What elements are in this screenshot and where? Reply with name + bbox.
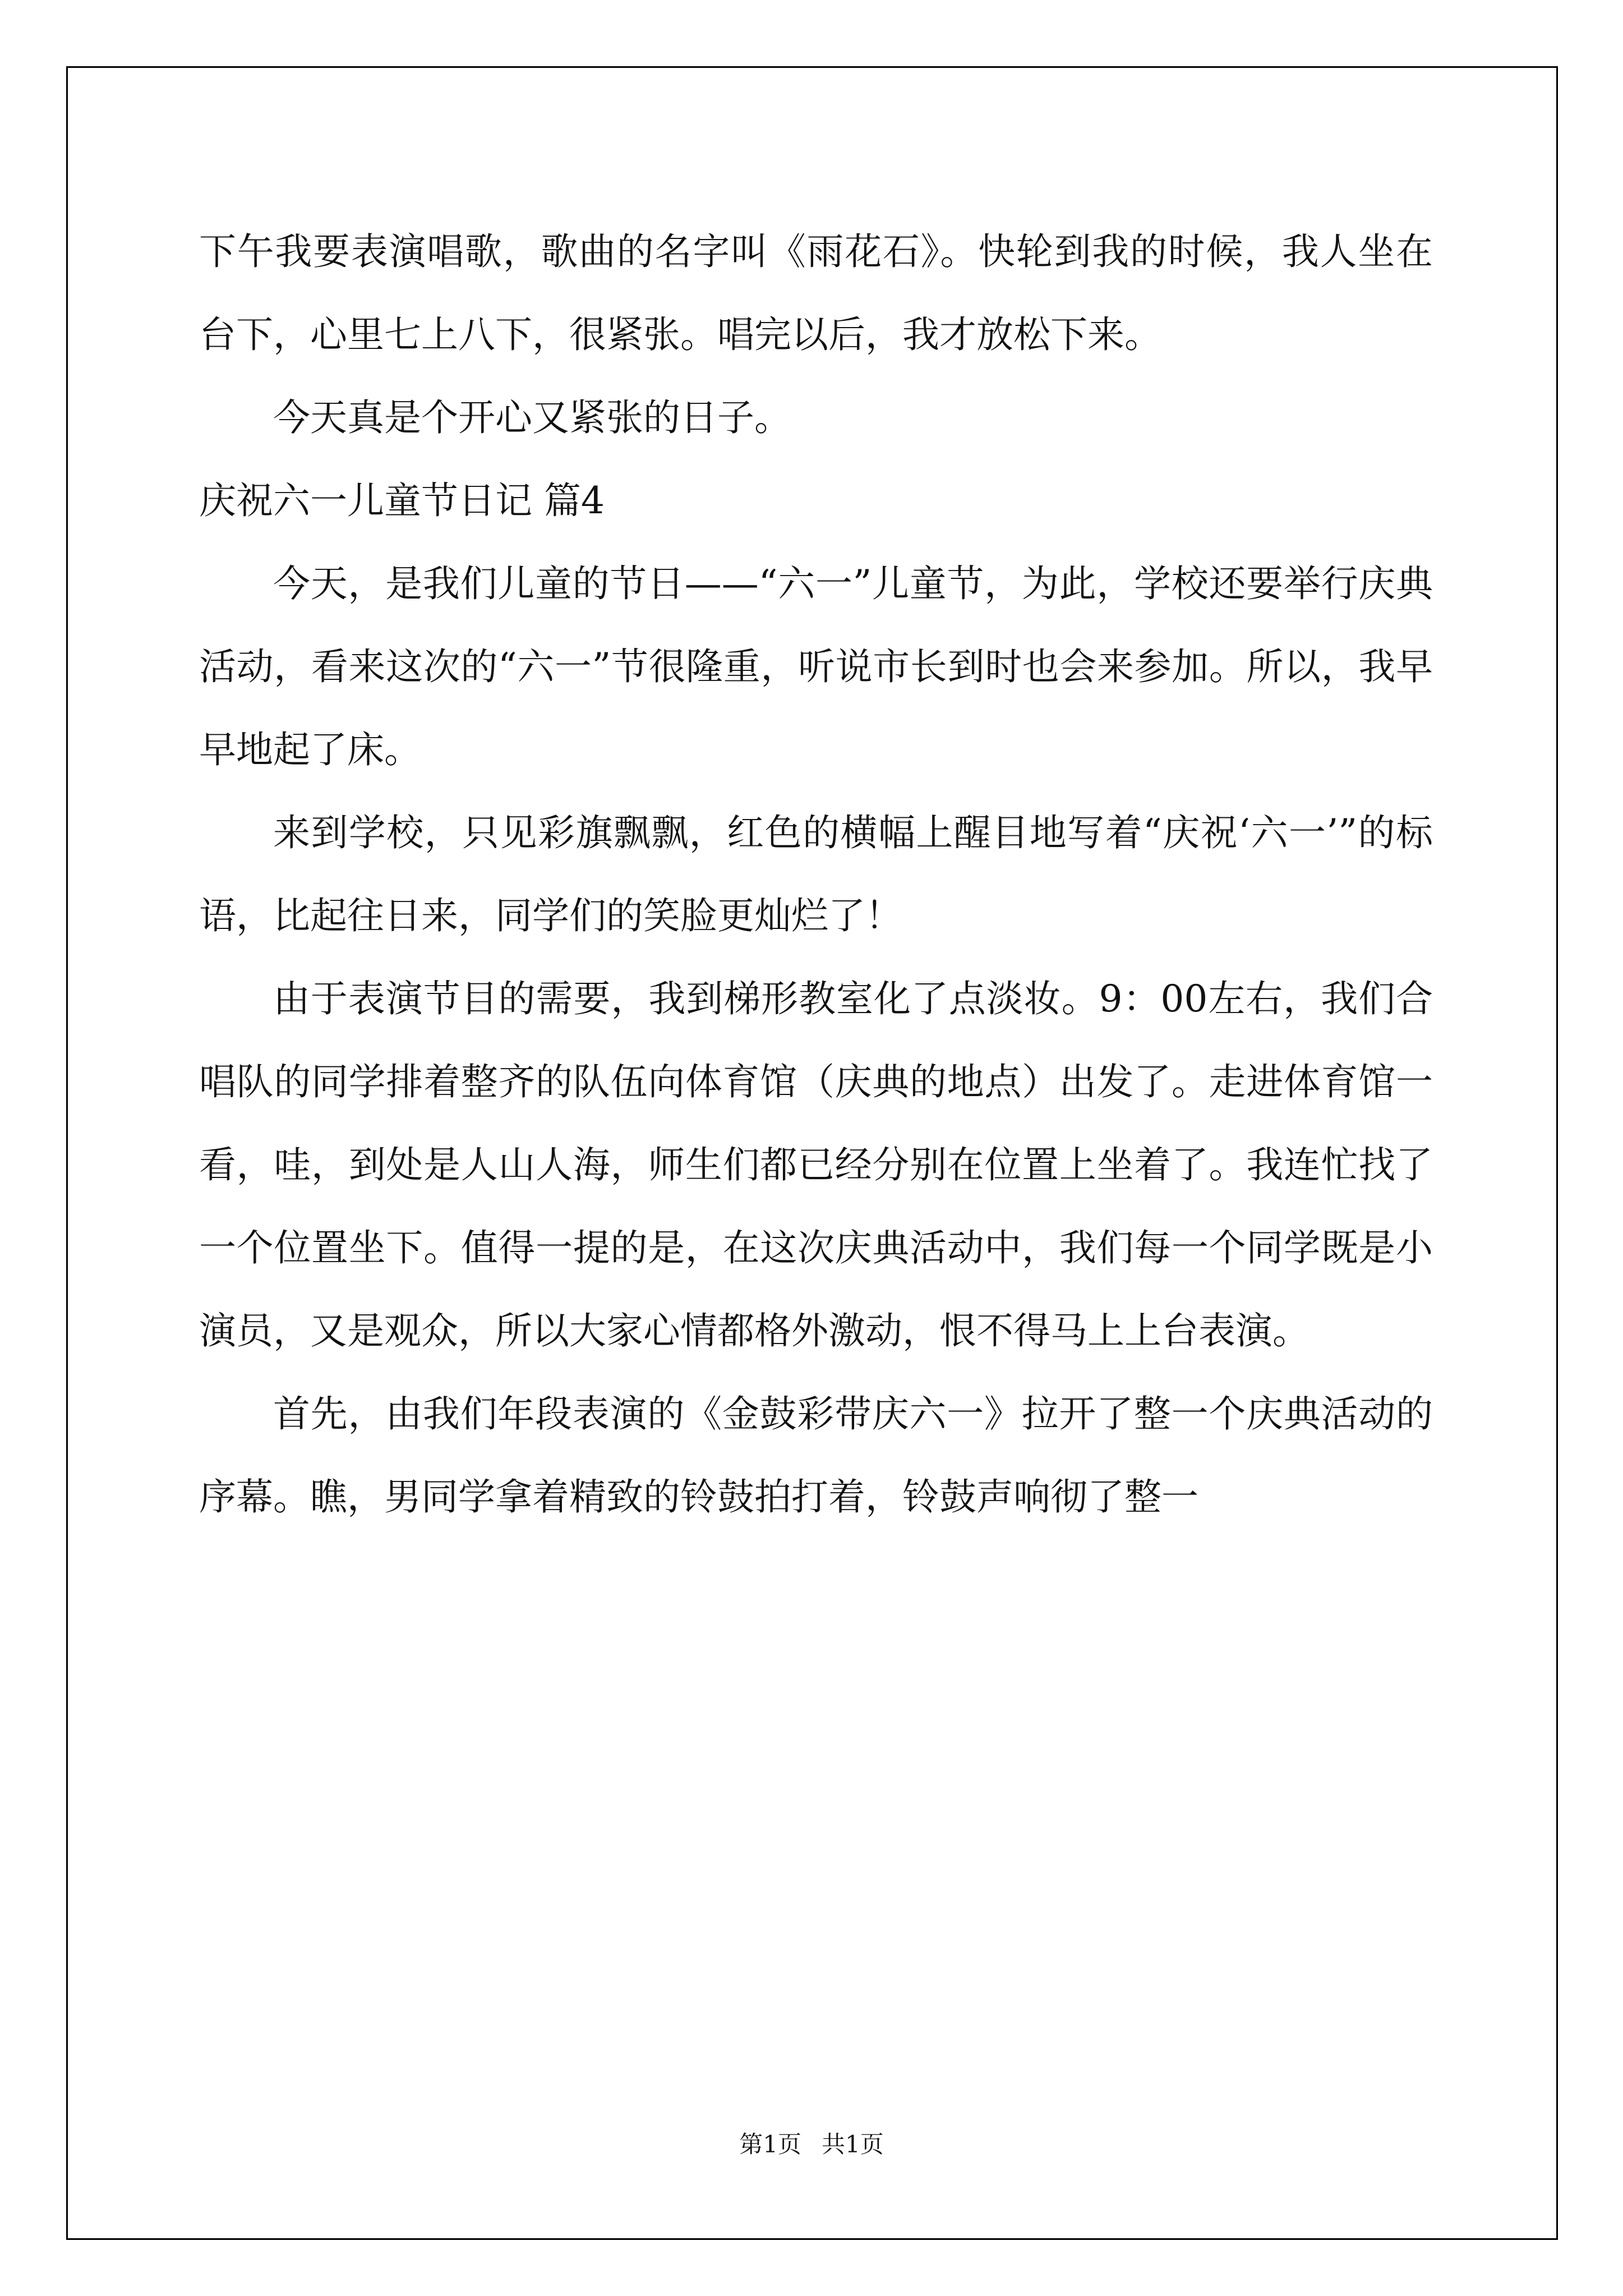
page-footer [0,2126,1623,2160]
paragraph-4: 来到学校，只见彩旗飘飘，红色的横幅上醒目地写着“庆祝‘六一’”的标语，比起往日来，同学们的笑脸更灿烂了！ [199,811,1433,937]
paragraph-3: 今天，是我们儿童的节日——“六一”儿童节，为此，学校还要举行庆典活动，看来这次的“六一”节很隆重，听说市长到时也会来参加。所以，我早早地起了床。 [199,562,1433,771]
paragraph-2: 今天真是个开心又紧张的日子。 [273,396,791,439]
page-total: 共1页 [822,2131,884,2158]
section-heading: 庆祝六一儿童节日记 篇4 [199,479,605,522]
paragraph-5: 由于表演节目的需要，我到梯形教室化了点淡妆。9：00左右，我们合唱队的同学排着整齐的队伍向体育馆（庆典的地点）出发了。走进体育馆一看，哇，到处是人山人海，师生们都已经分别在位置上坐着了。我连忙找了一个位置坐下。值得一提的是，在这次庆典活动中，我们每一个同学既是小演员，又是观众，所以大家心情都格外激动，恨不得马上上台表演。 [199,977,1433,1352]
paragraph-1: 下午我要表演唱歌，歌曲的名字叫《雨花石》。快轮到我的时候，我人坐在台下，心里七上八下，很紧张。唱完以后，我才放松下来。 [199,230,1433,356]
page-number: 第1页 [739,2131,801,2158]
document-body [199,210,1433,1539]
paragraph-6: 首先，由我们年段表演的《金鼓彩带庆六一》拉开了整一个庆典活动的序幕。瞧，男同学拿着精致的铃鼓拍打着，铃鼓声响彻了整一 [199,1392,1433,1519]
